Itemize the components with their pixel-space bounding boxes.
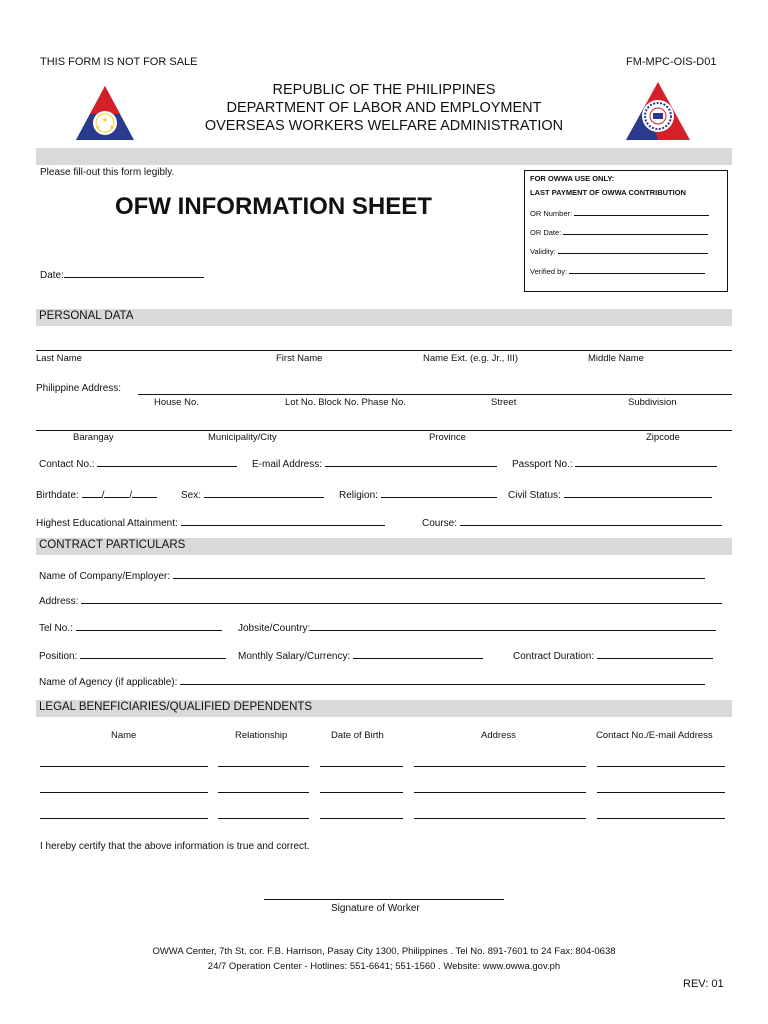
owwa-logo-icon (624, 80, 692, 142)
col-address-header: Address (481, 730, 516, 741)
beneficiary-dob-line[interactable] (320, 792, 403, 793)
subdivision-label: Subdivision (628, 397, 677, 408)
col-name-header: Name (111, 730, 137, 741)
date-field[interactable] (40, 266, 204, 281)
svg-text:★: ★ (109, 125, 115, 131)
municipality-label: Municipality/City (208, 432, 277, 443)
page-title: OFW INFORMATION SHEET (115, 193, 432, 220)
not-for-sale-note: THIS FORM IS NOT FOR SALE (40, 56, 198, 68)
birthdate-field[interactable]: Birthdate: / / (36, 486, 157, 501)
education-field[interactable] (36, 514, 385, 529)
contract-duration-field[interactable] (513, 647, 713, 662)
verified-by-label: Verified by: (530, 267, 568, 276)
beneficiary-contact-line[interactable] (597, 792, 725, 793)
position-field[interactable] (39, 647, 226, 662)
passport-field[interactable] (512, 455, 717, 470)
course-label: Course: (422, 518, 458, 529)
or-date-label: OR Date: (530, 228, 562, 237)
header-owwa: OVERSEAS WORKERS WELFARE ADMINISTRATION (204, 118, 564, 134)
beneficiary-address-line[interactable] (414, 818, 586, 819)
agency-label: Name of Agency (if applicable): (39, 677, 178, 688)
beneficiary-name-line[interactable] (40, 766, 208, 767)
tel-no-field[interactable] (39, 619, 222, 634)
beneficiary-dob-line[interactable] (320, 766, 403, 767)
philippine-address-line[interactable] (138, 394, 732, 395)
contract-heading: CONTRACT PARTICULARS (39, 539, 186, 551)
beneficiary-name-line[interactable] (40, 792, 208, 793)
personal-data-section-bar (36, 309, 732, 326)
religion-field[interactable] (339, 486, 497, 501)
contract-section-bar (36, 538, 732, 555)
validity-label: Validity: (530, 247, 556, 256)
owwa-use-only-box (524, 170, 728, 292)
beneficiary-dob-line[interactable] (320, 818, 403, 819)
beneficiaries-heading: LEGAL BENEFICIARIES/QUALIFIED DEPENDENTS (39, 701, 313, 713)
passport-label: Passport No.: (512, 459, 573, 470)
sex-label: Sex: (181, 490, 202, 501)
lot-no-label: Lot No. Block No. Phase No. (285, 397, 406, 408)
contact-no-field[interactable] (39, 455, 237, 470)
or-date-field[interactable] (530, 226, 708, 237)
beneficiary-relationship-line[interactable] (218, 792, 309, 793)
email-field[interactable] (252, 455, 497, 470)
owwa-box-header: FOR OWWA USE ONLY: (530, 174, 615, 183)
beneficiary-contact-line[interactable] (597, 818, 725, 819)
last-name-label: Last Name (36, 353, 82, 364)
col-dob-header: Date of Birth (331, 730, 384, 741)
education-label: Highest Educational Attainment: (36, 518, 178, 529)
jobsite-label: Jobsite/Country: (238, 623, 311, 634)
revision-number: REV: 01 (683, 978, 724, 990)
signature-label: Signature of Worker (331, 903, 420, 914)
form-code: FM-MPC-OIS-D01 (626, 56, 717, 68)
province-label: Province (429, 432, 466, 443)
personal-data-heading: PERSONAL DATA (39, 310, 134, 322)
contract-address-field[interactable] (39, 592, 722, 607)
contact-no-label: Contact No.: (39, 459, 95, 470)
signature-line[interactable] (264, 899, 504, 900)
zipcode-label: Zipcode (646, 432, 680, 443)
or-number-field[interactable] (530, 207, 709, 218)
owwa-box-subheader: LAST PAYMENT OF OWWA CONTRIBUTION (530, 188, 686, 197)
position-label: Position: (39, 651, 78, 662)
svg-text:★: ★ (101, 117, 109, 124)
beneficiary-relationship-line[interactable] (218, 818, 309, 819)
name-line[interactable] (36, 350, 732, 351)
philippine-address-label: Philippine Address: (36, 383, 122, 394)
beneficiary-contact-line[interactable] (597, 766, 725, 767)
beneficiary-relationship-line[interactable] (218, 766, 309, 767)
birthdate-label: Birthdate: (36, 490, 79, 501)
svg-text:★: ★ (95, 125, 101, 131)
sex-field[interactable] (181, 486, 324, 501)
col-relationship-header: Relationship (235, 730, 288, 741)
beneficiary-address-line[interactable] (414, 792, 586, 793)
middle-name-label: Middle Name (588, 353, 644, 364)
header-divider-bar (36, 148, 732, 165)
beneficiary-name-line[interactable] (40, 818, 208, 819)
civil-status-field[interactable] (508, 486, 712, 501)
jobsite-field[interactable] (238, 619, 716, 634)
first-name-label: First Name (276, 353, 323, 364)
barangay-label: Barangay (73, 432, 114, 443)
company-label: Name of Company/Employer: (39, 571, 171, 582)
contract-duration-label: Contract Duration: (513, 651, 595, 662)
header-dole: DEPARTMENT OF LABOR AND EMPLOYMENT (226, 100, 542, 116)
certification-text: I hereby certify that the above information is true and correct. (40, 841, 310, 852)
name-ext-label: Name Ext. (e.g. Jr., III) (423, 353, 519, 364)
email-label: E-mail Address: (252, 459, 323, 470)
footer-address: OWWA Center, 7th St. cor. F.B. Harrison, Pasay City 1300, Philippines . Tel No. 891-7601 to 24 Fax: 804-0638 (152, 946, 616, 957)
salary-label: Monthly Salary/Currency: (238, 651, 351, 662)
salary-field[interactable] (238, 647, 483, 662)
verified-by-field[interactable] (530, 265, 705, 276)
religion-label: Religion: (339, 490, 378, 501)
beneficiary-address-line[interactable] (414, 766, 586, 767)
contract-address-label: Address: (39, 596, 79, 607)
date-label: Date: (40, 270, 64, 281)
street-label: Street (491, 397, 517, 408)
validity-field[interactable] (530, 245, 708, 256)
address-line-2[interactable] (36, 430, 732, 431)
house-no-label: House No. (154, 397, 199, 408)
civil-status-label: Civil Status: (508, 490, 561, 501)
course-field[interactable] (422, 514, 722, 529)
beneficiaries-section-bar (36, 700, 732, 717)
col-contact-header: Contact No./E-mail Address (596, 730, 713, 741)
footer-hotlines: 24/7 Operation Center - Hotlines: 551-6641; 551-1560 . Website: www.owwa.gov.ph (207, 961, 561, 972)
header-republic: REPUBLIC OF THE PHILIPPINES (272, 82, 496, 98)
instruction-text: Please fill-out this form legibly. (40, 167, 175, 178)
or-number-label: OR Number: (530, 209, 573, 218)
tel-no-label: Tel No.: (39, 623, 73, 634)
dole-logo-icon (74, 84, 136, 142)
agency-field[interactable] (39, 673, 705, 688)
company-field[interactable] (39, 567, 705, 582)
